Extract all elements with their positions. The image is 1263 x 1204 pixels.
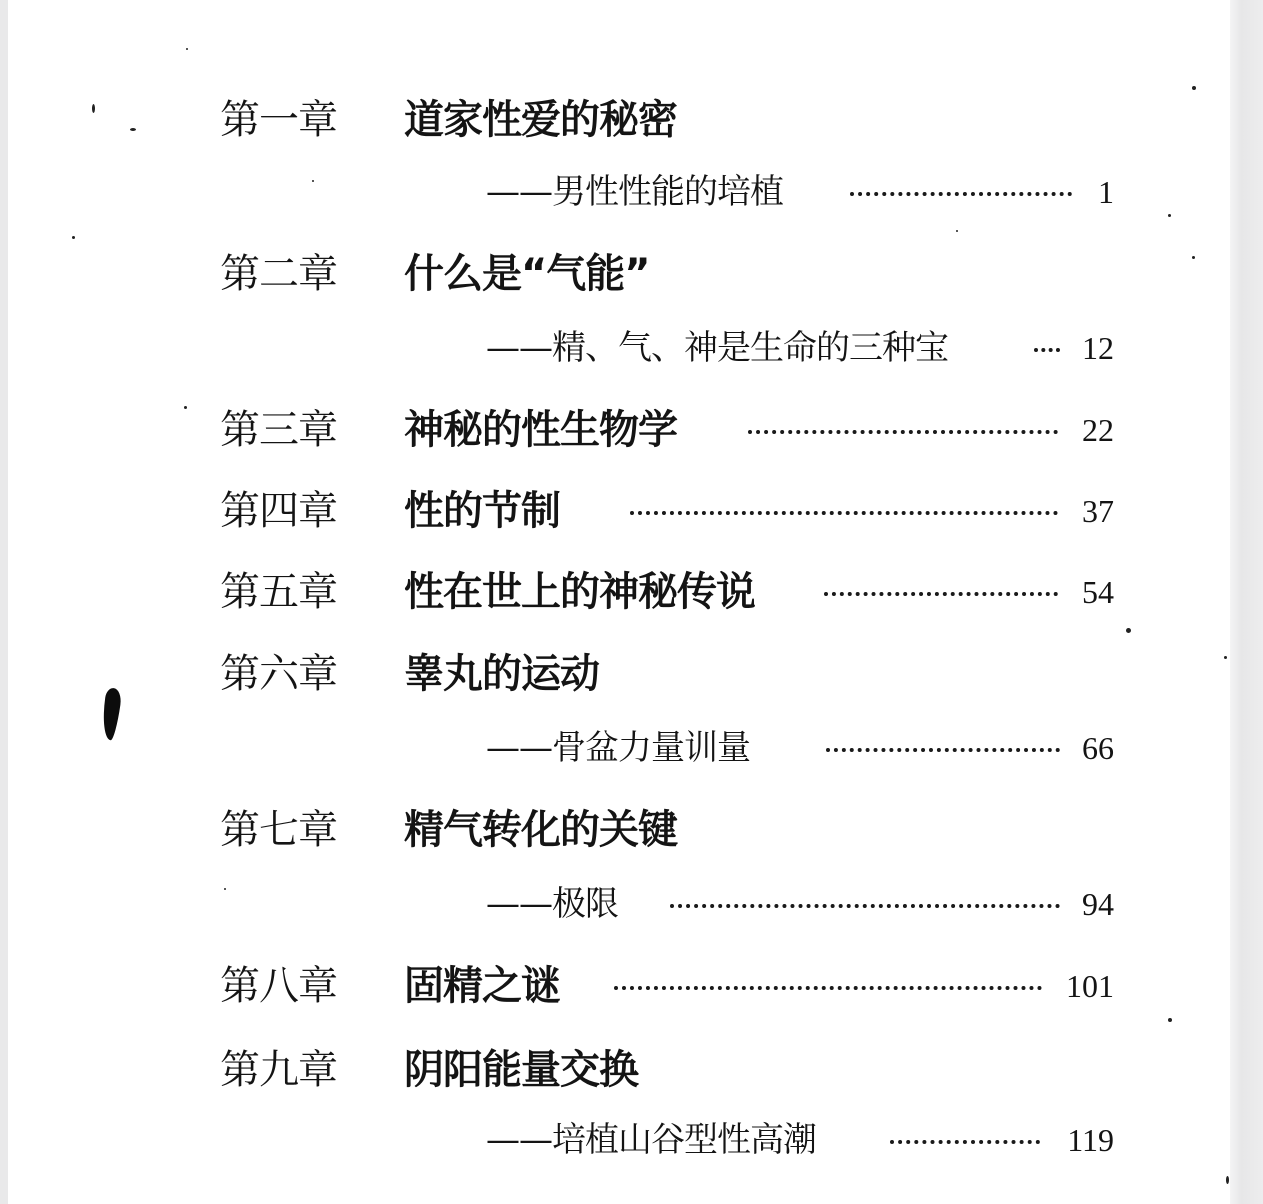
scan-speck (130, 128, 136, 131)
chapter-title: 什么是“气能” (404, 251, 650, 297)
dot-leader (630, 455, 1058, 515)
toc-entry-9 (8, 1040, 1230, 1100)
page-number: 94 (1082, 886, 1114, 922)
dot-leader (670, 848, 1060, 908)
chapter-number: 第五章 (220, 569, 337, 615)
dot-leader (748, 374, 1058, 434)
scan-speck (312, 180, 314, 182)
chapter-title: 固精之谜 (404, 963, 560, 1009)
chapter-title: 神秘的性生物学 (404, 407, 677, 453)
scan-speck (956, 230, 958, 232)
scan-speck (186, 48, 188, 50)
chapter-number: 第三章 (220, 407, 337, 453)
chapter-subtitle: ——精、气、神是生命的三种宝 (486, 328, 948, 368)
scan-speck (92, 104, 95, 113)
chapter-title: 睾丸的运动 (404, 651, 599, 697)
page-number: 22 (1082, 412, 1114, 448)
chapter-title: 性在世上的神秘传说 (404, 569, 755, 615)
page-number: 37 (1082, 493, 1114, 529)
chapter-subtitle: ——男性性能的培植 (486, 172, 783, 212)
scan-speck (184, 406, 187, 409)
toc-subentry-9 (8, 1110, 1230, 1170)
toc-entry-4 (8, 481, 1230, 541)
scan-speck (1192, 256, 1195, 259)
chapter-number: 第六章 (220, 651, 337, 697)
page-number: 54 (1082, 574, 1114, 610)
chapter-number: 第四章 (220, 488, 337, 534)
dot-leader (824, 536, 1058, 596)
chapter-number: 第七章 (220, 807, 337, 853)
chapter-subtitle: ——骨盆力量训量 (486, 728, 750, 768)
chapter-number: 第一章 (220, 97, 337, 143)
chapter-title: 性的节制 (404, 488, 560, 534)
toc-subentry-2 (8, 318, 1230, 378)
dot-leader (850, 136, 1072, 196)
toc-subentry-6 (8, 718, 1230, 778)
document-page (8, 0, 1230, 1204)
dot-leader (1034, 292, 1060, 352)
page-number: 66 (1082, 730, 1114, 766)
scan-speck (1126, 628, 1131, 633)
page-number: 101 (1066, 968, 1114, 1004)
toc-subentry-7 (8, 874, 1230, 934)
page-number: 1 (1098, 174, 1114, 210)
chapter-title: 精气转化的关键 (404, 807, 677, 853)
scan-speck (72, 236, 75, 239)
chapter-subtitle: ——极限 (486, 884, 618, 924)
page-number: 119 (1067, 1122, 1114, 1158)
chapter-number: 第二章 (220, 251, 337, 297)
dot-leader (614, 930, 1042, 990)
dot-leader (826, 692, 1060, 752)
toc-subentry-1 (8, 162, 1230, 222)
page-number: 12 (1082, 330, 1114, 366)
page-edge-shadow (1230, 0, 1263, 1204)
scan-speck (1224, 656, 1227, 659)
chapter-number: 第八章 (220, 963, 337, 1009)
chapter-subtitle: ——培植山谷型性高潮 (486, 1120, 816, 1160)
toc-entry-5 (8, 562, 1230, 622)
chapter-number: 第九章 (220, 1047, 337, 1093)
scan-speck (1168, 214, 1171, 217)
toc-entry-8 (8, 956, 1230, 1016)
toc-entry-3 (8, 400, 1230, 460)
dot-leader (890, 1084, 1040, 1144)
chapter-title: 阴阳能量交换 (404, 1047, 638, 1093)
chapter-title: 道家性爱的秘密 (404, 97, 677, 143)
scan-speck (224, 888, 226, 890)
scan-speck (1168, 1018, 1172, 1022)
scan-speck (1226, 1176, 1229, 1184)
scan-speck (1192, 86, 1196, 90)
